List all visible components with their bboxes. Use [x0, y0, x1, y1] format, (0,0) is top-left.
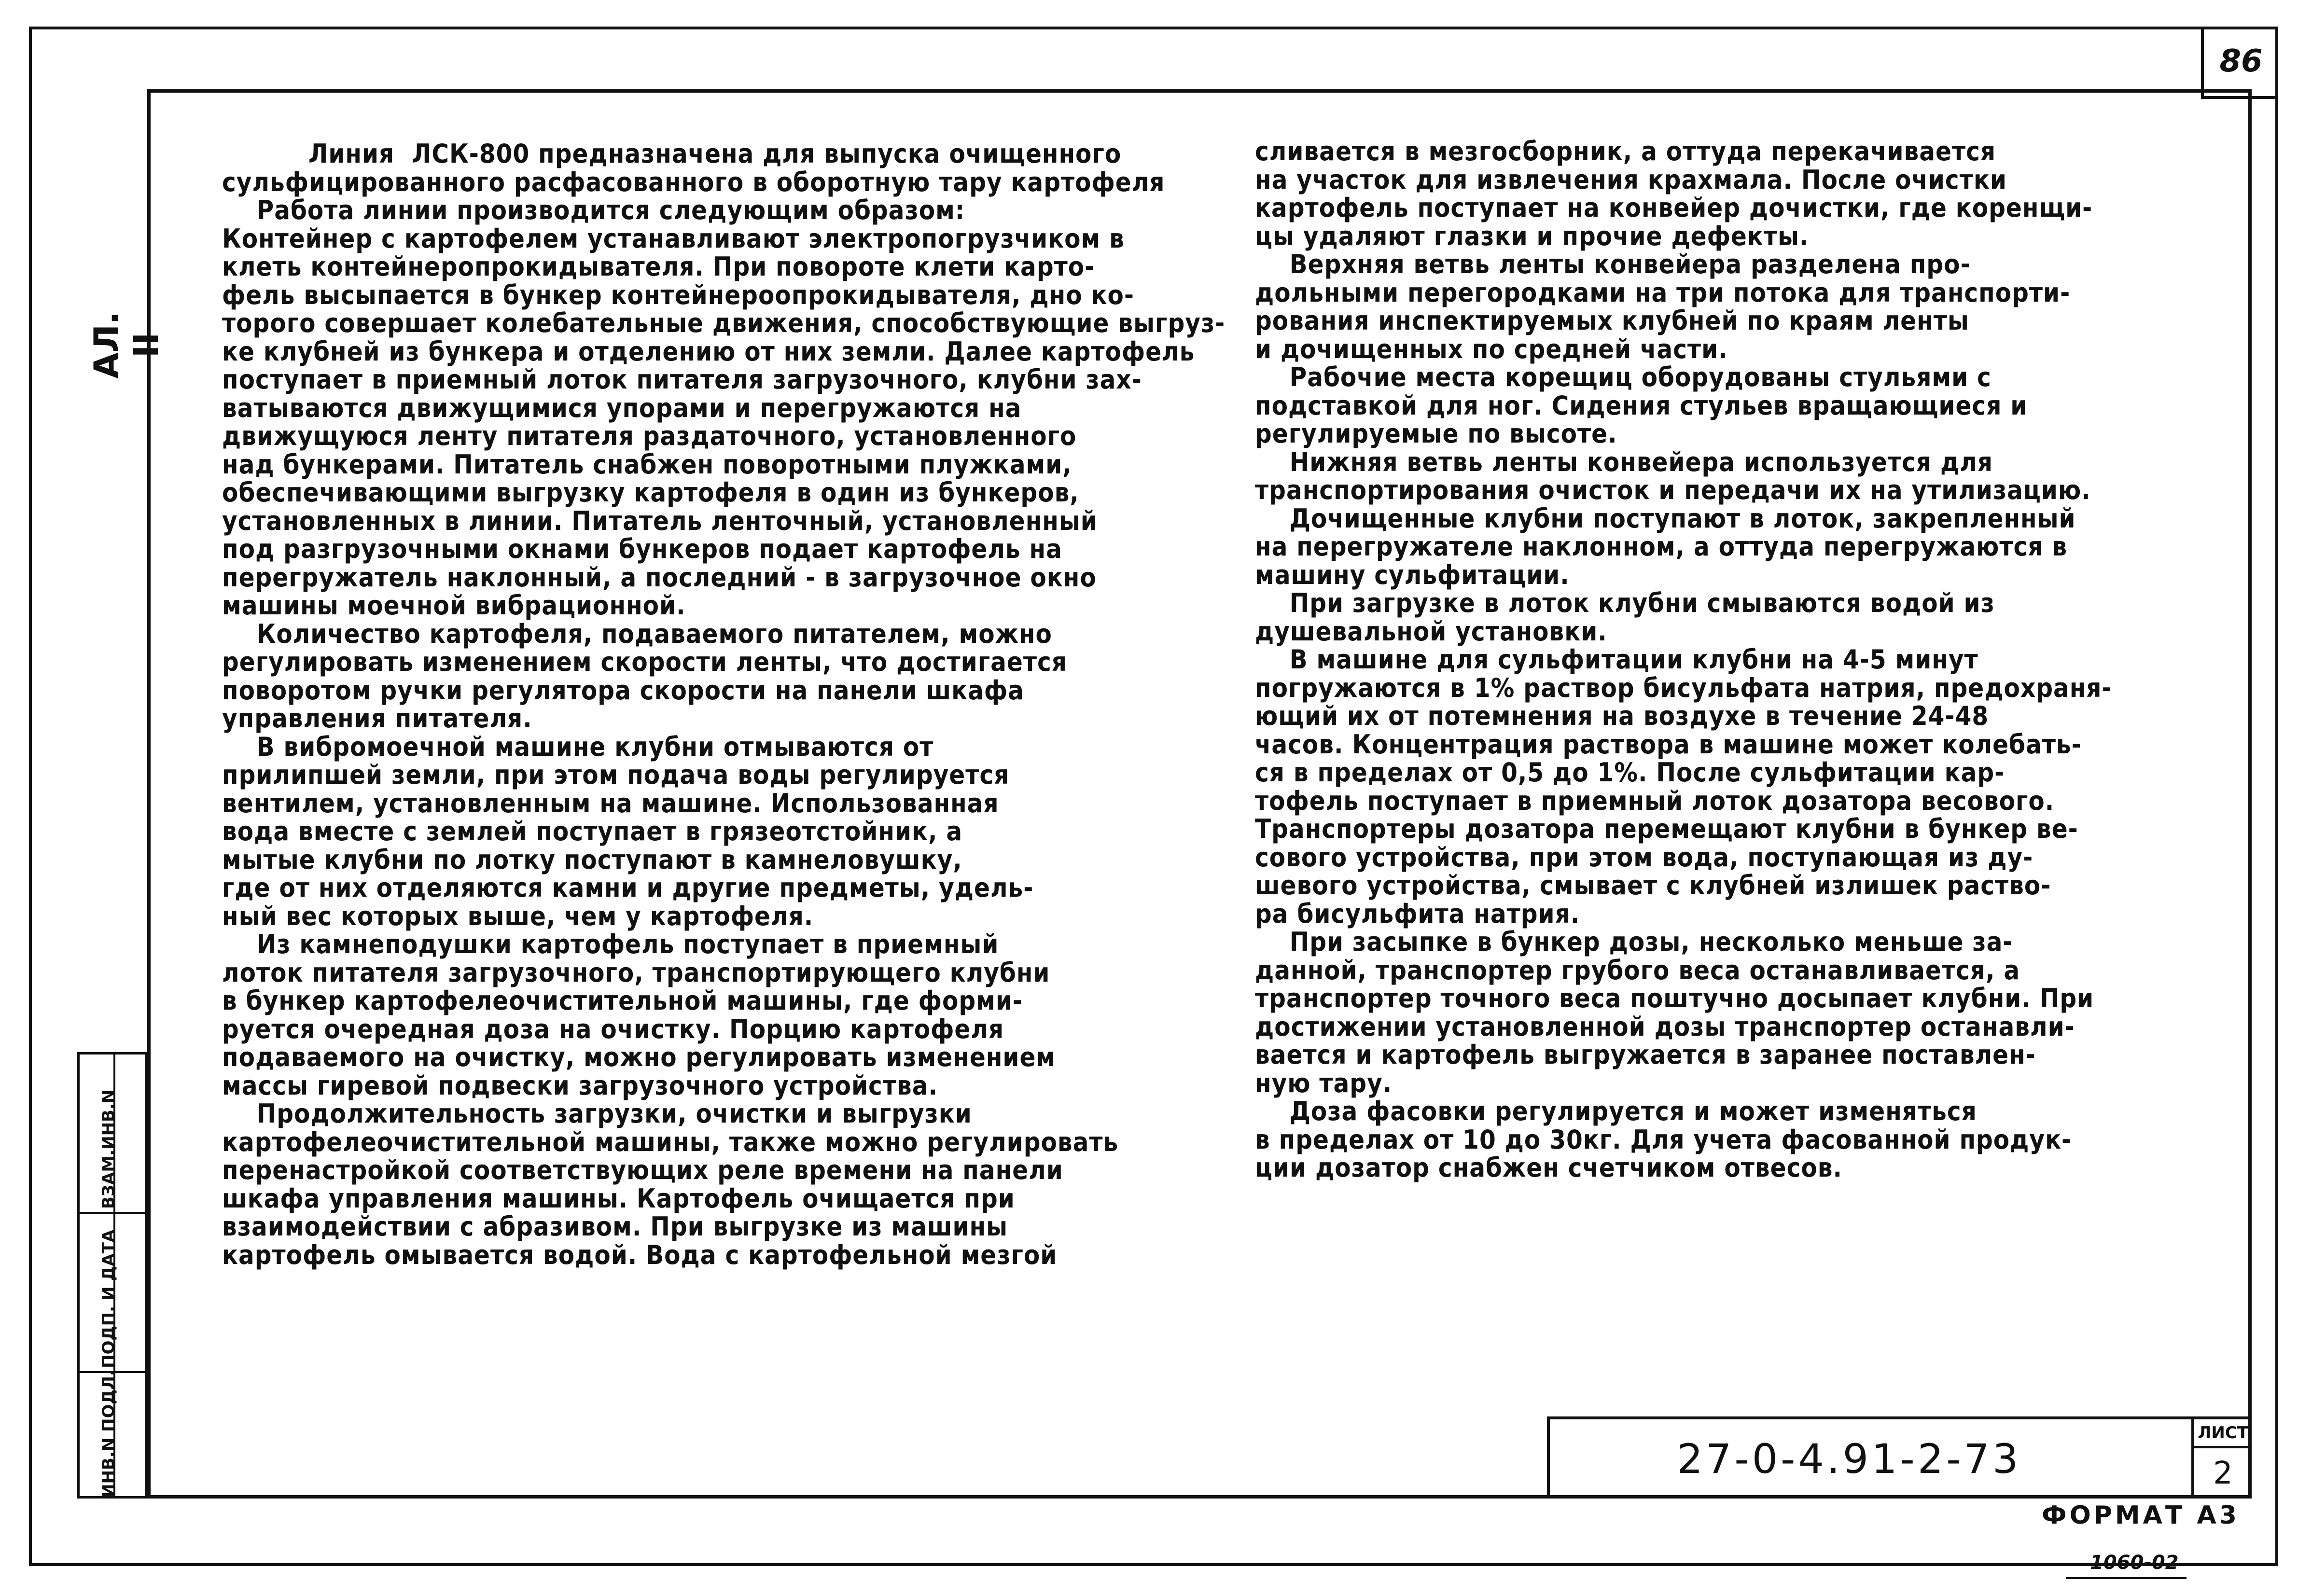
text-line: Линия ЛСК-800 предназначена для выпуска очищенного: [222, 139, 1122, 169]
text-line: При загрузке в лоток клубни смываются водой из: [1255, 588, 1995, 618]
text-line: под разгрузочными окнами бункеров подает картофель на: [222, 534, 1062, 564]
text-line: тофель поступает в приемный лоток дозатора весового.: [1255, 785, 2055, 816]
text-line: вентилем, установленным на машине. Использованная: [222, 788, 999, 819]
text-line: установленных в линии. Питатель ленточный, установленный: [222, 505, 1098, 536]
text-line: Из камнеподушки картофель поступает в приемный: [222, 929, 999, 959]
stamp-divider: [113, 1055, 115, 1496]
stamp-cell-signature: [80, 1212, 145, 1371]
text-line: и дочищенных по средней части.: [1255, 333, 1728, 364]
text-line: шевого устройства, смывает с клубней излишек раство-: [1255, 870, 2051, 901]
text-line: торого совершает колебательные движения, способствующие выгруз-: [222, 308, 1226, 338]
text-line: где от них отделяются камни и другие предметы, удель-: [222, 873, 1034, 903]
text-line: дольными перегородками на три потока для транспорти-: [1255, 277, 2071, 308]
text-line: ра бисульфита натрия.: [1255, 898, 1580, 929]
text-line: Количество картофеля, подаваемого питателем, можно: [222, 618, 1052, 649]
text-line: шкафа управления машины. Картофель очищается при: [222, 1183, 1015, 1214]
sheet-label: ЛИСТ: [2194, 1419, 2252, 1448]
text-line: транспортирования очисток и передачи их на утилизацию.: [1255, 475, 2091, 505]
text-line: рования инспектируемых клубней по краям ленты: [1255, 305, 1969, 336]
stamp-cell-inventory: [80, 1371, 145, 1499]
text-line: регулировать изменением скорости ленты, что достигается: [222, 647, 1067, 677]
text-line: на перегружателе наклонном, а оттуда перегружаются в: [1255, 531, 2068, 562]
text-line: цы удаляют глазки и прочие дефекты.: [1255, 221, 1809, 251]
sheet-number-top: 86: [2201, 27, 2278, 99]
text-line: сульфицированного расфасованного в оборотную тару картофеля: [222, 167, 1165, 197]
text-line: вается и картофель выгружается в заранее поставлен-: [1255, 1040, 2036, 1070]
text-line: Верхняя ветвь ленты конвейера разделена про-: [1255, 249, 1971, 279]
sheet-number: 2: [2213, 1456, 2233, 1491]
stamp-label-replacement: ВЗАМ.ИНВ.N: [99, 1089, 118, 1209]
text-line: В машине для сульфитации клубни на 4-5 минут: [1255, 644, 1978, 675]
text-line: картофелеочистительной машины, также можно регулировать: [222, 1126, 1119, 1157]
text-line: прилипшей земли, при этом подача воды регулируется: [222, 760, 1010, 790]
text-line: Рабочие места корещиц оборудованы стульями с: [1255, 362, 1992, 392]
text-line: часов. Концентрация раствора в машине может колебать-: [1255, 729, 2082, 760]
text-line: сового устройства, при этом вода, поступающая из ду-: [1255, 842, 2033, 873]
text-line: машины моечной вибрационной.: [222, 590, 686, 621]
text-line: погружаются в 1% раствор бисульфата натрия, предохраня-: [1255, 672, 2112, 703]
text-line: подаваемого на очистку, можно регулировать изменением: [222, 1042, 1056, 1072]
album-side-label: АЛ. II: [87, 311, 166, 379]
stamp-cell-replacement: [80, 1053, 145, 1212]
sheet-box: [2191, 1419, 2252, 1499]
text-line: в пределах от 10 до 30кг. Для учета фасованной продук-: [1255, 1124, 2072, 1155]
stamp-label-signature: ПОДП. И ДАТА: [99, 1229, 118, 1368]
text-line: мытые клубни по лотку поступают в камнеловушку,: [222, 844, 962, 875]
left-text-column: [222, 139, 1226, 1270]
archive-underline: [2066, 1577, 2187, 1579]
text-line: поворотом ручки регулятора скорости на панели шкафа: [222, 675, 1024, 706]
stamp-label-inventory: ИНВ.N ПОДЛ.: [99, 1370, 118, 1498]
approval-stamp-column: [77, 1052, 147, 1499]
text-line: ющий их от потемнения на воздухе в течение 24-48: [1255, 701, 1989, 731]
text-line: ватываются движущимися упорами и перегружаются на: [222, 392, 1022, 423]
text-line: душевальной установки.: [1255, 616, 1607, 647]
right-text-column: [1255, 138, 2196, 1182]
text-line: регулируемые по высоте.: [1255, 418, 1617, 449]
text-line: вода вместе с землей поступает в грязеотстойник, а: [222, 816, 963, 847]
text-line: сливается в мезгосборник, а оттуда перекачивается: [1255, 136, 1996, 167]
text-line: ке клубней из бункера и отделению от них земли. Далее картофель: [222, 336, 1195, 367]
text-line: Продолжительность загрузки, очистки и выгрузки: [222, 1098, 972, 1129]
text-line: достижении установленной дозы транспортер останавли-: [1255, 1011, 2075, 1042]
text-line: Нижняя ветвь ленты конвейера используется для: [1255, 446, 1993, 477]
text-line: ся в пределах от 0,5 до 1%. После сульфитации кар-: [1255, 757, 2005, 788]
text-line: перенастройкой соответствующих реле времени на панели: [222, 1155, 1063, 1185]
text-line: клеть контейнеропрокидывателя. При повороте клети карто-: [222, 251, 1095, 282]
text-line: поступает в приемный лоток питателя загрузочного, клубни зах-: [222, 364, 1142, 395]
text-line: При засыпке в бункер дозы, несколько меньше за-: [1255, 927, 2013, 957]
text-line: руется очередная доза на очистку. Порцию картофеля: [222, 1013, 1004, 1044]
title-block: [1547, 1416, 2252, 1499]
text-line: Доза фасовки регулируется и может изменяться: [1255, 1096, 1977, 1126]
format-label: ФОРМАТ А3: [2042, 1501, 2240, 1530]
text-line: Работа линии производится следующим образом:: [222, 195, 965, 225]
text-line: взаимодействии с абразивом. При выгрузке из машины: [222, 1211, 1008, 1242]
text-line: обеспечивающими выгрузку картофеля в один из бункеров,: [222, 477, 1079, 508]
text-line: транспортер точного веса поштучно досыпает клубни. При: [1255, 983, 2094, 1013]
text-line: управления питателя.: [222, 703, 532, 734]
text-line: ции дозатор снабжен счетчиком отвесов.: [1255, 1152, 1842, 1183]
text-line: над бункерами. Питатель снабжен поворотными плужками,: [222, 449, 1072, 480]
text-line: Контейнер с картофелем устанавливают электропогрузчиком в: [222, 223, 1125, 254]
text-line: перегружатель наклонный, а последний - в загрузочное окно: [222, 562, 1097, 593]
text-line: массы гиревой подвески загрузочного устройства.: [222, 1070, 938, 1101]
text-line: машину сульфитации.: [1255, 559, 1570, 590]
text-line: подставкой для ног. Сидения стульев вращающиеся и: [1255, 390, 2028, 421]
text-line: на участок для извлечения крахмала. После очистки: [1255, 164, 2007, 195]
text-line: в бункер картофелеочистительной машины, где форми-: [222, 985, 1023, 1016]
text-line: лоток питателя загрузочного, транспортирующего клубни: [222, 957, 1050, 988]
archive-number: 1060-02: [2090, 1552, 2179, 1574]
text-line: Транспортеры дозатора перемещают клубни в бункер ве-: [1255, 814, 2078, 844]
text-line: ную тару.: [1255, 1068, 1393, 1098]
text-line: картофель поступает на конвейер дочистки, где коренщи-: [1255, 193, 2093, 223]
document-code: 27-0-4.91-2-73: [1677, 1435, 2021, 1483]
text-line: фель высыпается в бункер контейнероопрокидывателя, дно ко-: [222, 279, 1135, 310]
text-line: В вибромоечной машине клубни отмываются от: [222, 731, 934, 762]
text-line: картофель омывается водой. Вода с картофельной мезгой: [222, 1239, 1058, 1270]
text-line: ный вес которых выше, чем у картофеля.: [222, 901, 814, 931]
text-line: данной, транспортер грубого веса останавливается, а: [1255, 955, 2020, 985]
text-line: движущуюся ленту питателя раздаточного, установленного: [222, 421, 1077, 451]
text-line: Дочищенные клубни поступают в лоток, закрепленный: [1255, 503, 2076, 534]
